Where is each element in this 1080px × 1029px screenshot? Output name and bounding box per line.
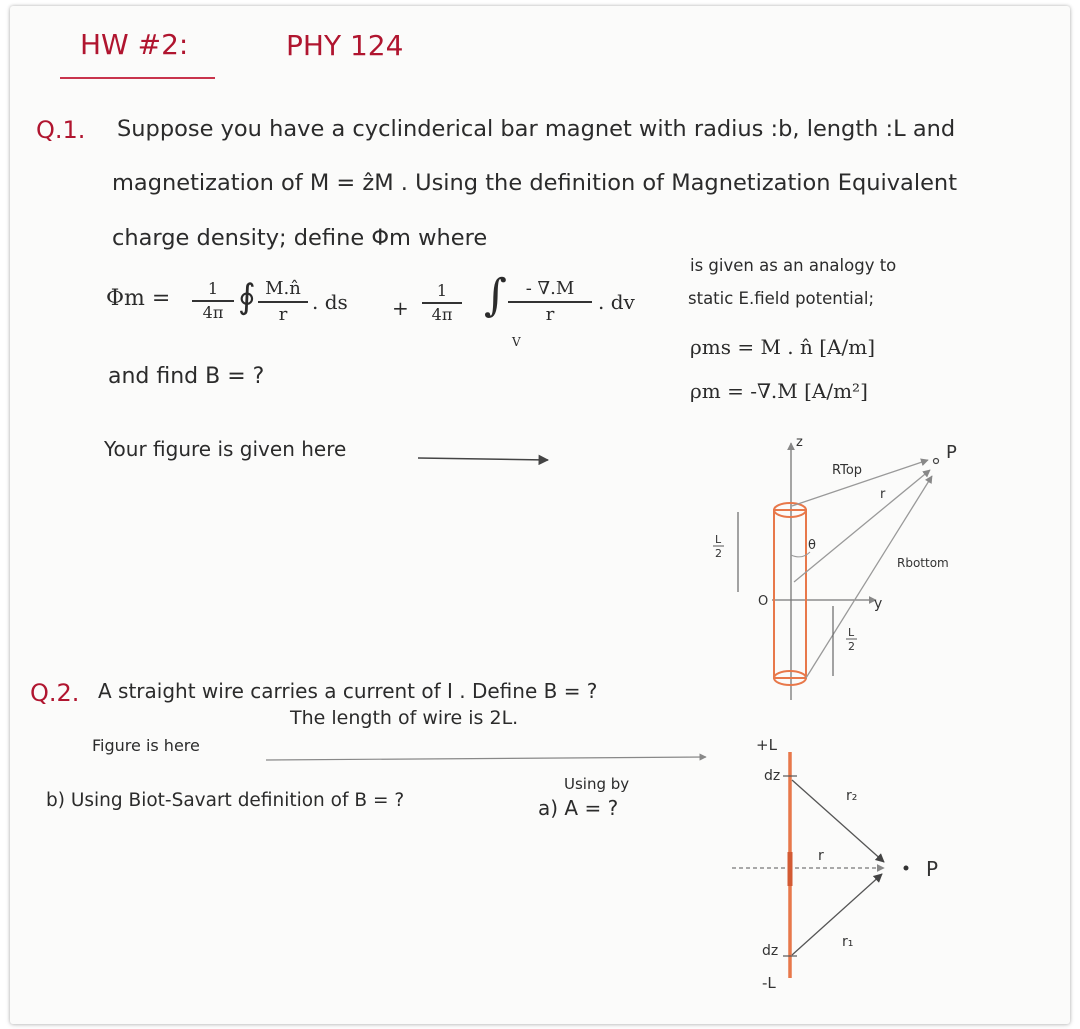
- r1-label: r₁: [842, 934, 854, 950]
- point-p-label: P: [946, 442, 957, 463]
- r-bottom-vector: [806, 476, 932, 678]
- equation-lhs: Φm =: [106, 286, 171, 311]
- q1-number: Q.1.: [36, 116, 86, 144]
- point-p-dot: [904, 866, 909, 871]
- course-title: PHY 124: [286, 29, 404, 62]
- lower-half-length-den: 2: [848, 640, 855, 653]
- minus-l-label: -L: [762, 974, 776, 992]
- analogy-line-1: is given as an analogy to: [690, 256, 897, 275]
- fraction-denominator: r: [545, 303, 555, 325]
- figure-1-bar-magnet: [713, 435, 957, 700]
- r-top-label: RTop: [832, 463, 863, 478]
- point-p2-label: P: [926, 857, 939, 881]
- plus-l-label: +L: [756, 736, 777, 754]
- z-axis-label: z: [796, 435, 803, 450]
- y-axis-label: y: [874, 596, 883, 612]
- q1-figure-caption: Your figure is given here: [104, 437, 347, 461]
- plus-sign: +: [392, 296, 409, 320]
- rho-m-definition: ρm = -∇.M [A/m²]: [690, 379, 868, 403]
- q2-part-b: b) Using Biot-Savart definition of B = ?: [46, 790, 405, 811]
- integral-limit-v: V: [512, 335, 521, 349]
- lower-half-length-num: L: [848, 626, 855, 639]
- r-bottom-label: Rbottom: [897, 556, 949, 570]
- r2-label: r₂: [846, 788, 858, 804]
- dz-bottom-label: dz: [762, 943, 779, 959]
- upper-half-length-den: 2: [715, 547, 722, 560]
- r2-vector: [792, 780, 884, 862]
- upper-half-length-num: L: [715, 533, 722, 546]
- ds-term: . ds: [312, 290, 348, 314]
- analogy-line-2: static E.field potential;: [688, 289, 875, 308]
- q1-line-2: magnetization of M = ẑM . Using the definition of Magnetization Equivalent: [112, 170, 958, 196]
- q2-caption-arrow: [266, 757, 706, 760]
- q1-line-1: Suppose you have a cyclinderical bar magnet with radius :b, length :L and: [117, 116, 956, 142]
- r-perp-label: r: [818, 848, 824, 864]
- fraction-denominator: 4π: [431, 304, 453, 324]
- volume-integral-sign: ∫: [484, 270, 507, 321]
- point-p-marker: [934, 459, 939, 464]
- theta-label: θ: [808, 538, 816, 553]
- q2-number: Q.2.: [30, 679, 80, 707]
- q1-line-3: charge density; define Φm where: [112, 225, 488, 251]
- figure-2-straight-wire: [732, 736, 938, 992]
- fraction-numerator: M.n̂: [265, 278, 301, 299]
- fraction-numerator: 1: [207, 279, 219, 298]
- hw-title: HW #2:: [80, 28, 189, 61]
- origin-label: O: [758, 594, 769, 609]
- fraction-numerator: 1: [436, 281, 448, 300]
- q2-line-2: The length of wire is 2L.: [290, 707, 519, 729]
- dz-top-label: dz: [764, 768, 781, 784]
- fraction-denominator: r: [278, 303, 288, 325]
- magnet-cylinder-body: [774, 510, 806, 678]
- fraction-denominator: 4π: [202, 302, 224, 322]
- surface-integral-sign: ∮: [238, 277, 256, 317]
- r1-vector: [792, 874, 882, 955]
- dv-term: . dv: [598, 290, 635, 314]
- q2-line-1: A straight wire carries a current of I . Define B = ?: [98, 679, 598, 703]
- q1-caption-arrow: [418, 458, 548, 460]
- q2-figure-caption: Figure is here: [92, 736, 200, 755]
- fraction-numerator: - ∇.M: [525, 278, 575, 299]
- r-label: r: [880, 487, 886, 502]
- q2-part-a-using: Using by: [564, 775, 630, 793]
- find-b-text: and find B = ?: [108, 364, 265, 389]
- q2-part-a: a) A = ?: [538, 796, 619, 820]
- rho-ms-definition: ρms = M . n̂ [A/m]: [690, 335, 875, 359]
